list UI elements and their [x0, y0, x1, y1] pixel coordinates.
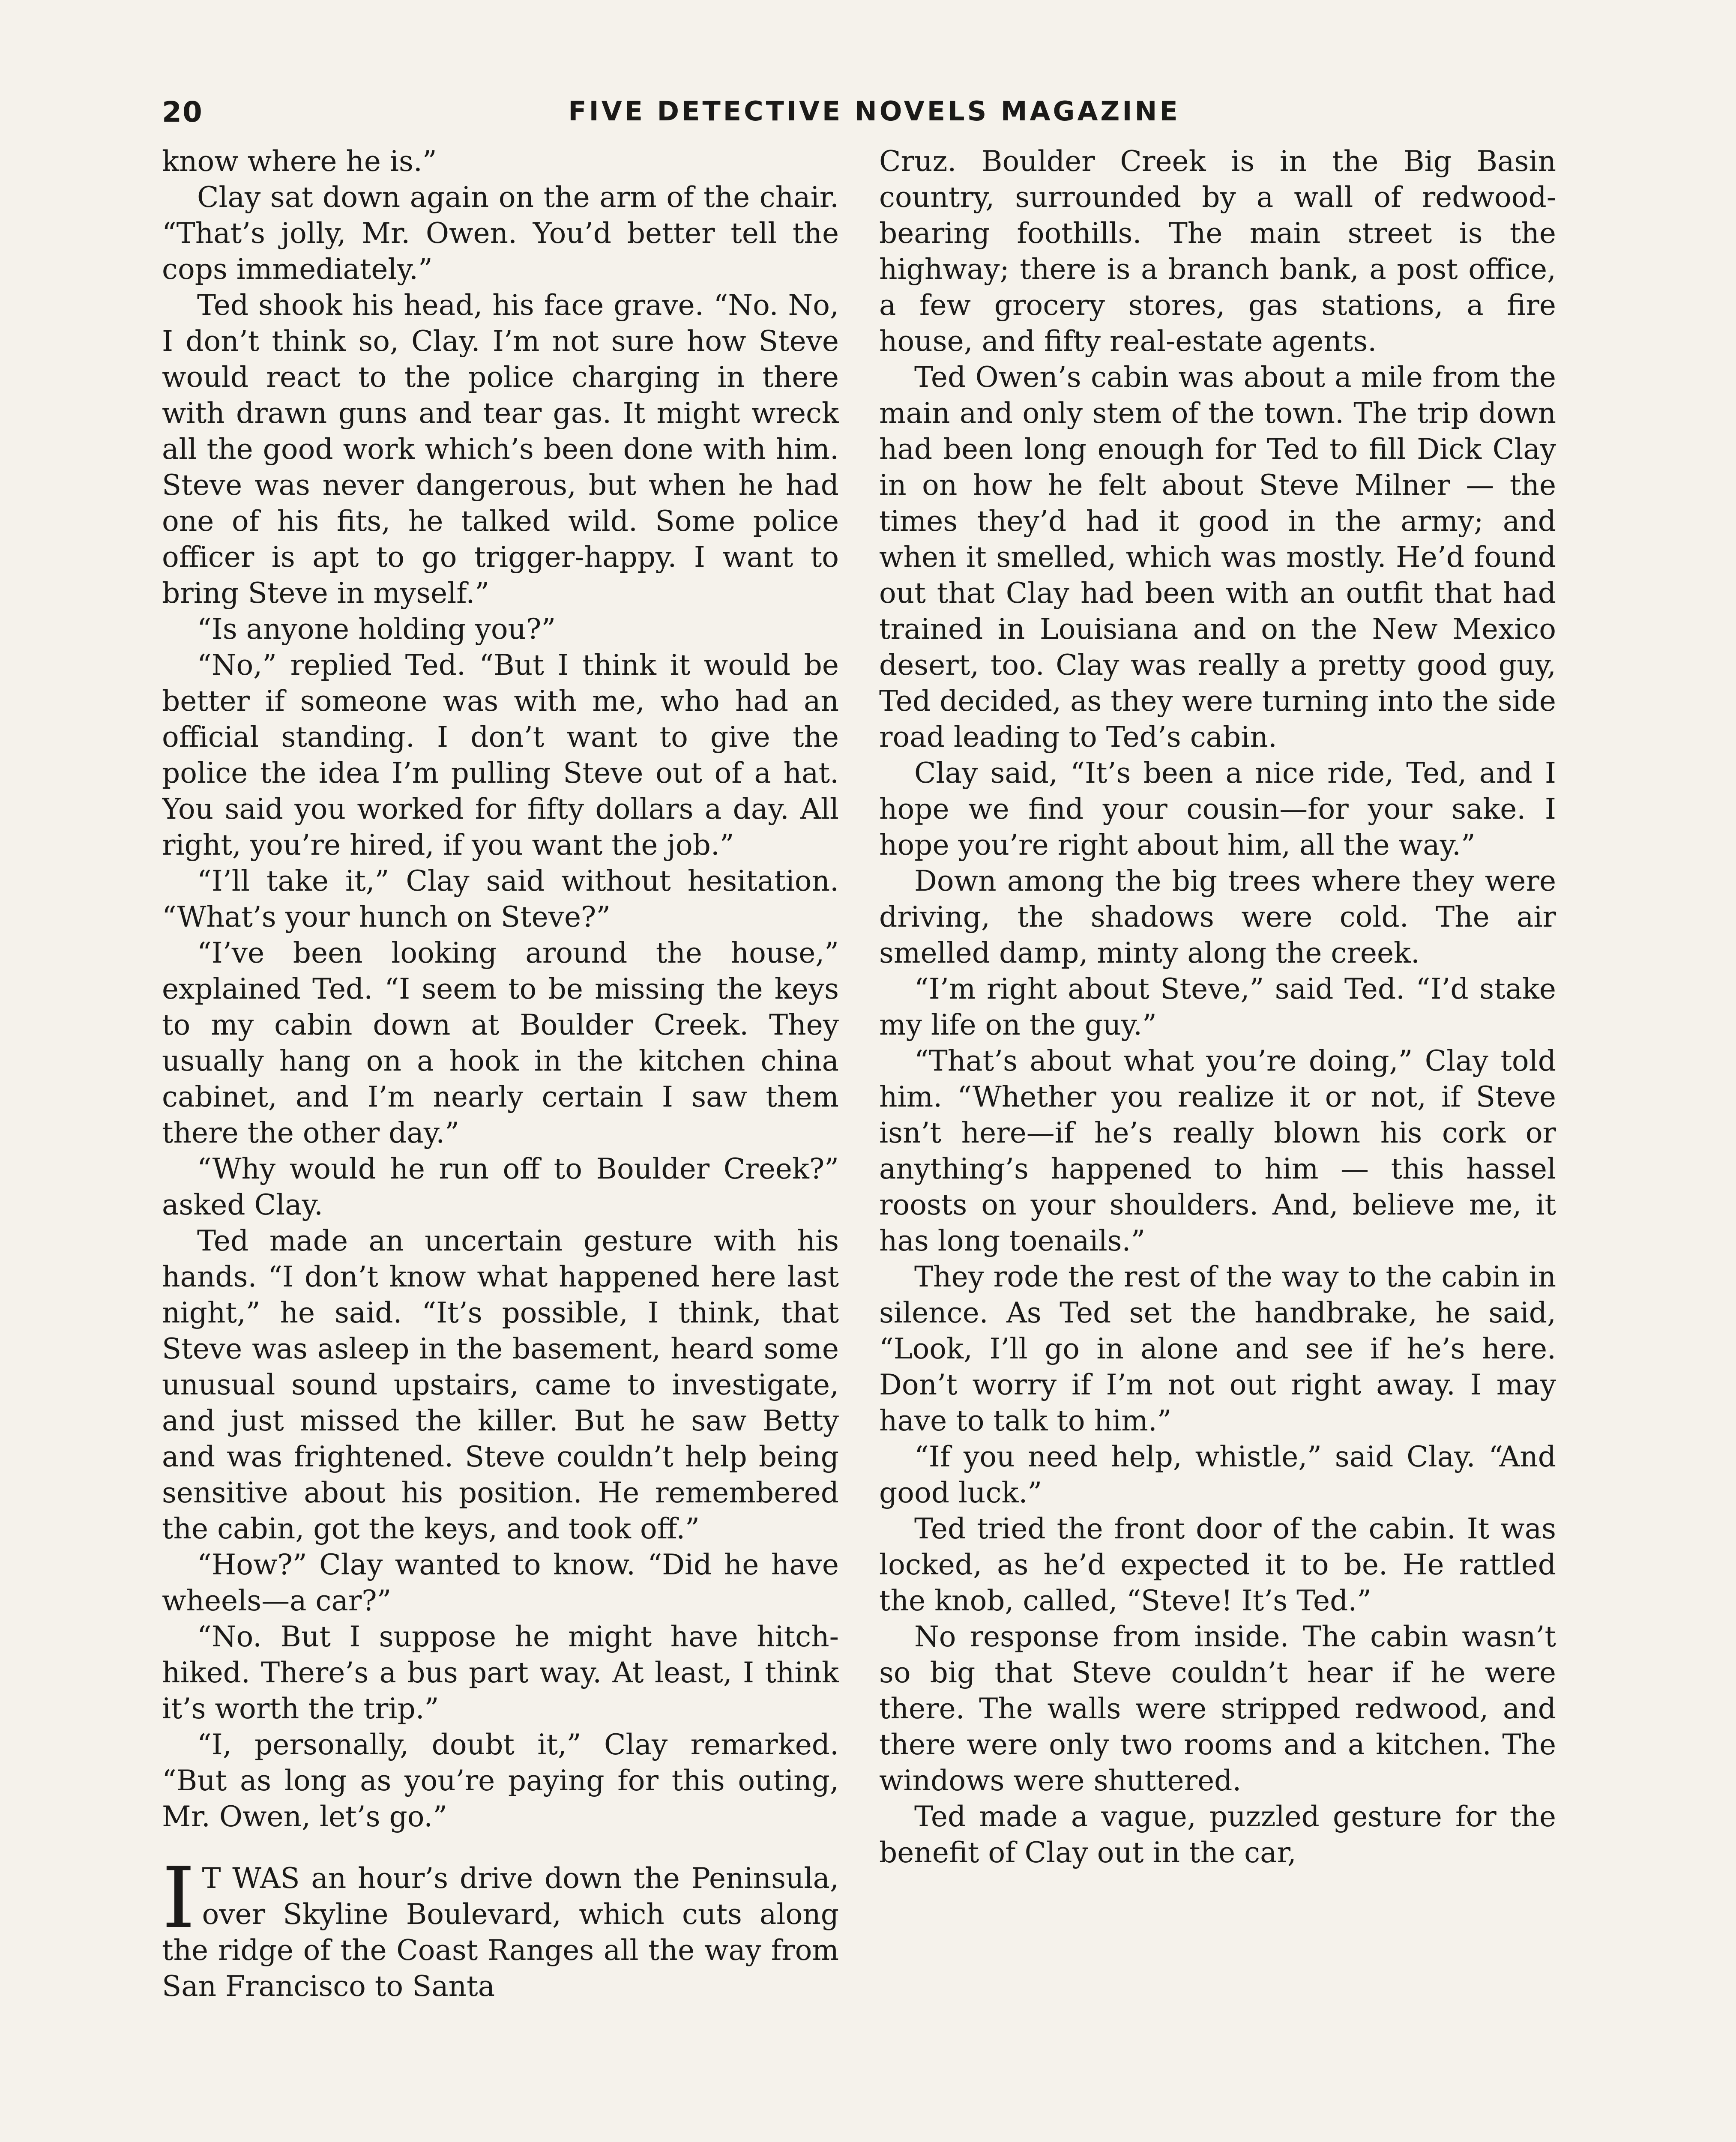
section-start-paragraph [162, 1849, 839, 2004]
paragraph: Down among the big trees where they were driving, the shadows were cold. The air smelled damp, minty along the creek. [879, 865, 1556, 969]
paragraph: “No,” replied Ted. “But I think it would be better if someone was with me, who had an official standing. I don’t want to give the police the idea I’m pulling Steve out of a hat. You said you worked for fifty dollars a day. All right, you’re hired, if you want the job.” [162, 649, 839, 862]
right-column [879, 144, 1556, 2142]
paragraph: Ted made an uncertain gesture with his hands. “I don’t know what happened here last night,” he said. “It’s possible, I think, that Steve was asleep in the basement, heard some unusual sound upstairs, came to investigate, and just missed the killer. But he saw Betty and was frightened. Steve couldn’t help being sensitive about his position. He remembered the cabin, got the keys, and took off.” [162, 1224, 839, 1545]
drop-cap: I [162, 1849, 195, 1947]
paragraph: “I’ve been looking around the house,” explained Ted. “I seem to be missing the keys to my cabin down at Boulder Creek. They usually hang on a hook in the kitchen china cabinet, and I’m nearly certain I saw them there the other day.” [162, 936, 839, 1149]
paragraph: “I, personally, doubt it,” Clay remarked. “But as long as you’re paying for this outing, Mr. Owen, let’s go.” [162, 1728, 839, 1833]
paragraph: Clay said, “It’s been a nice ride, Ted, and I hope we find your cousin—for your sake. I hope you’re right about him, all the way.” [879, 757, 1556, 862]
paragraph: Ted made a vague, puzzled gesture for the benefit of Clay out in the car, [879, 1800, 1556, 1869]
paragraph: Ted tried the front door of the cabin. It was locked, as he’d expected it to be. He rattled the knob, called, “Steve! It’s Ted.” [879, 1512, 1556, 1617]
paragraph: “How?” Clay wanted to know. “Did he have wheels—a car?” [162, 1548, 839, 1617]
paragraph: “If you need help, whistle,” said Clay. “And good luck.” [879, 1440, 1556, 1509]
paragraph: Ted shook his head, his face grave. “No. No, I don’t think so, Clay. I’m not sure how Steve would react to the police charging in there with drawn guns and tear gas. It might wreck all the good work which’s been done with him. Steve was never dangerous, but when he had one of his fits, he talked wild. Some police officer is apt to go trigger-happy. I want to bring Steve in myself.” [162, 289, 839, 610]
left-column [162, 144, 839, 2142]
paragraph: Ted Owen’s cabin was about a mile from the main and only stem of the town. The trip down had been long enough for Ted to fill Dick Clay in on how he felt about Steve Milner — the times they’d had it good in the army; and when it smelled, which was mostly. He’d found out that Clay had been with an outfit that had trained in Louisiana and on the New Mexico desert, too. Clay was really a pretty good guy, Ted decided, as they were turning into the side road leading to Ted’s cabin. [879, 361, 1556, 754]
paragraph: “Is anyone holding you?” [197, 613, 556, 646]
paragraph: know where he is.” [162, 145, 437, 178]
paragraph: Clay sat down again on the arm of the chair. “That’s jolly, Mr. Owen. You’d better tell the cops immediately.” [162, 181, 839, 286]
paragraph: “I’m right about Steve,” said Ted. “I’d stake my life on the guy.” [879, 972, 1556, 1041]
paragraph: Cruz. Boulder Creek is in the Big Basin country, surrounded by a wall of redwood-bearing foothills. The main street is the highway; there is a branch bank, a post office, a few grocery stores, gas stations, a fire house, and fifty real-estate agents. [879, 145, 1556, 358]
paragraph: “Why would he run off to Boulder Creek?” asked Clay. [162, 1152, 839, 1221]
section-start-text: T WAS an hour’s drive down the Peninsula, over Skyline Boulevard, which cuts along the ridge of the Coast Ranges all the way from San Francisco to Santa [162, 1862, 839, 2003]
paragraph: They rode the rest of the way to the cabin in silence. As Ted set the handbrake, he said, “Look, I’ll go in alone and see if he’s here. Don’t worry if I’m not out right away. I may have to talk to him.” [879, 1260, 1556, 1437]
paragraph: “No. But I suppose he might have hitch-hiked. There’s a bus part way. At least, I think it’s worth the trip.” [162, 1620, 839, 1725]
paragraph: No response from inside. The cabin wasn’t so big that Steve couldn’t hear if he were there. The walls were stripped redwood, and there were only two rooms and a kitchen. The windows were shuttered. [879, 1620, 1556, 1797]
page-number: 20 [162, 96, 203, 129]
magazine-title: FIVE DETECTIVE NOVELS MAGAZINE [568, 96, 1180, 127]
page-header [162, 92, 1586, 135]
paragraph: “That’s about what you’re doing,” Clay told him. “Whether you realize it or not, if Steve isn’t here—if he’s really blown his cork or anything’s happened to him — this hassel roosts on your shoulders. And, believe me, it has long toenails.” [879, 1044, 1556, 1257]
paragraph: “I’ll take it,” Clay said without hesitation. “What’s your hunch on Steve?” [162, 865, 839, 933]
